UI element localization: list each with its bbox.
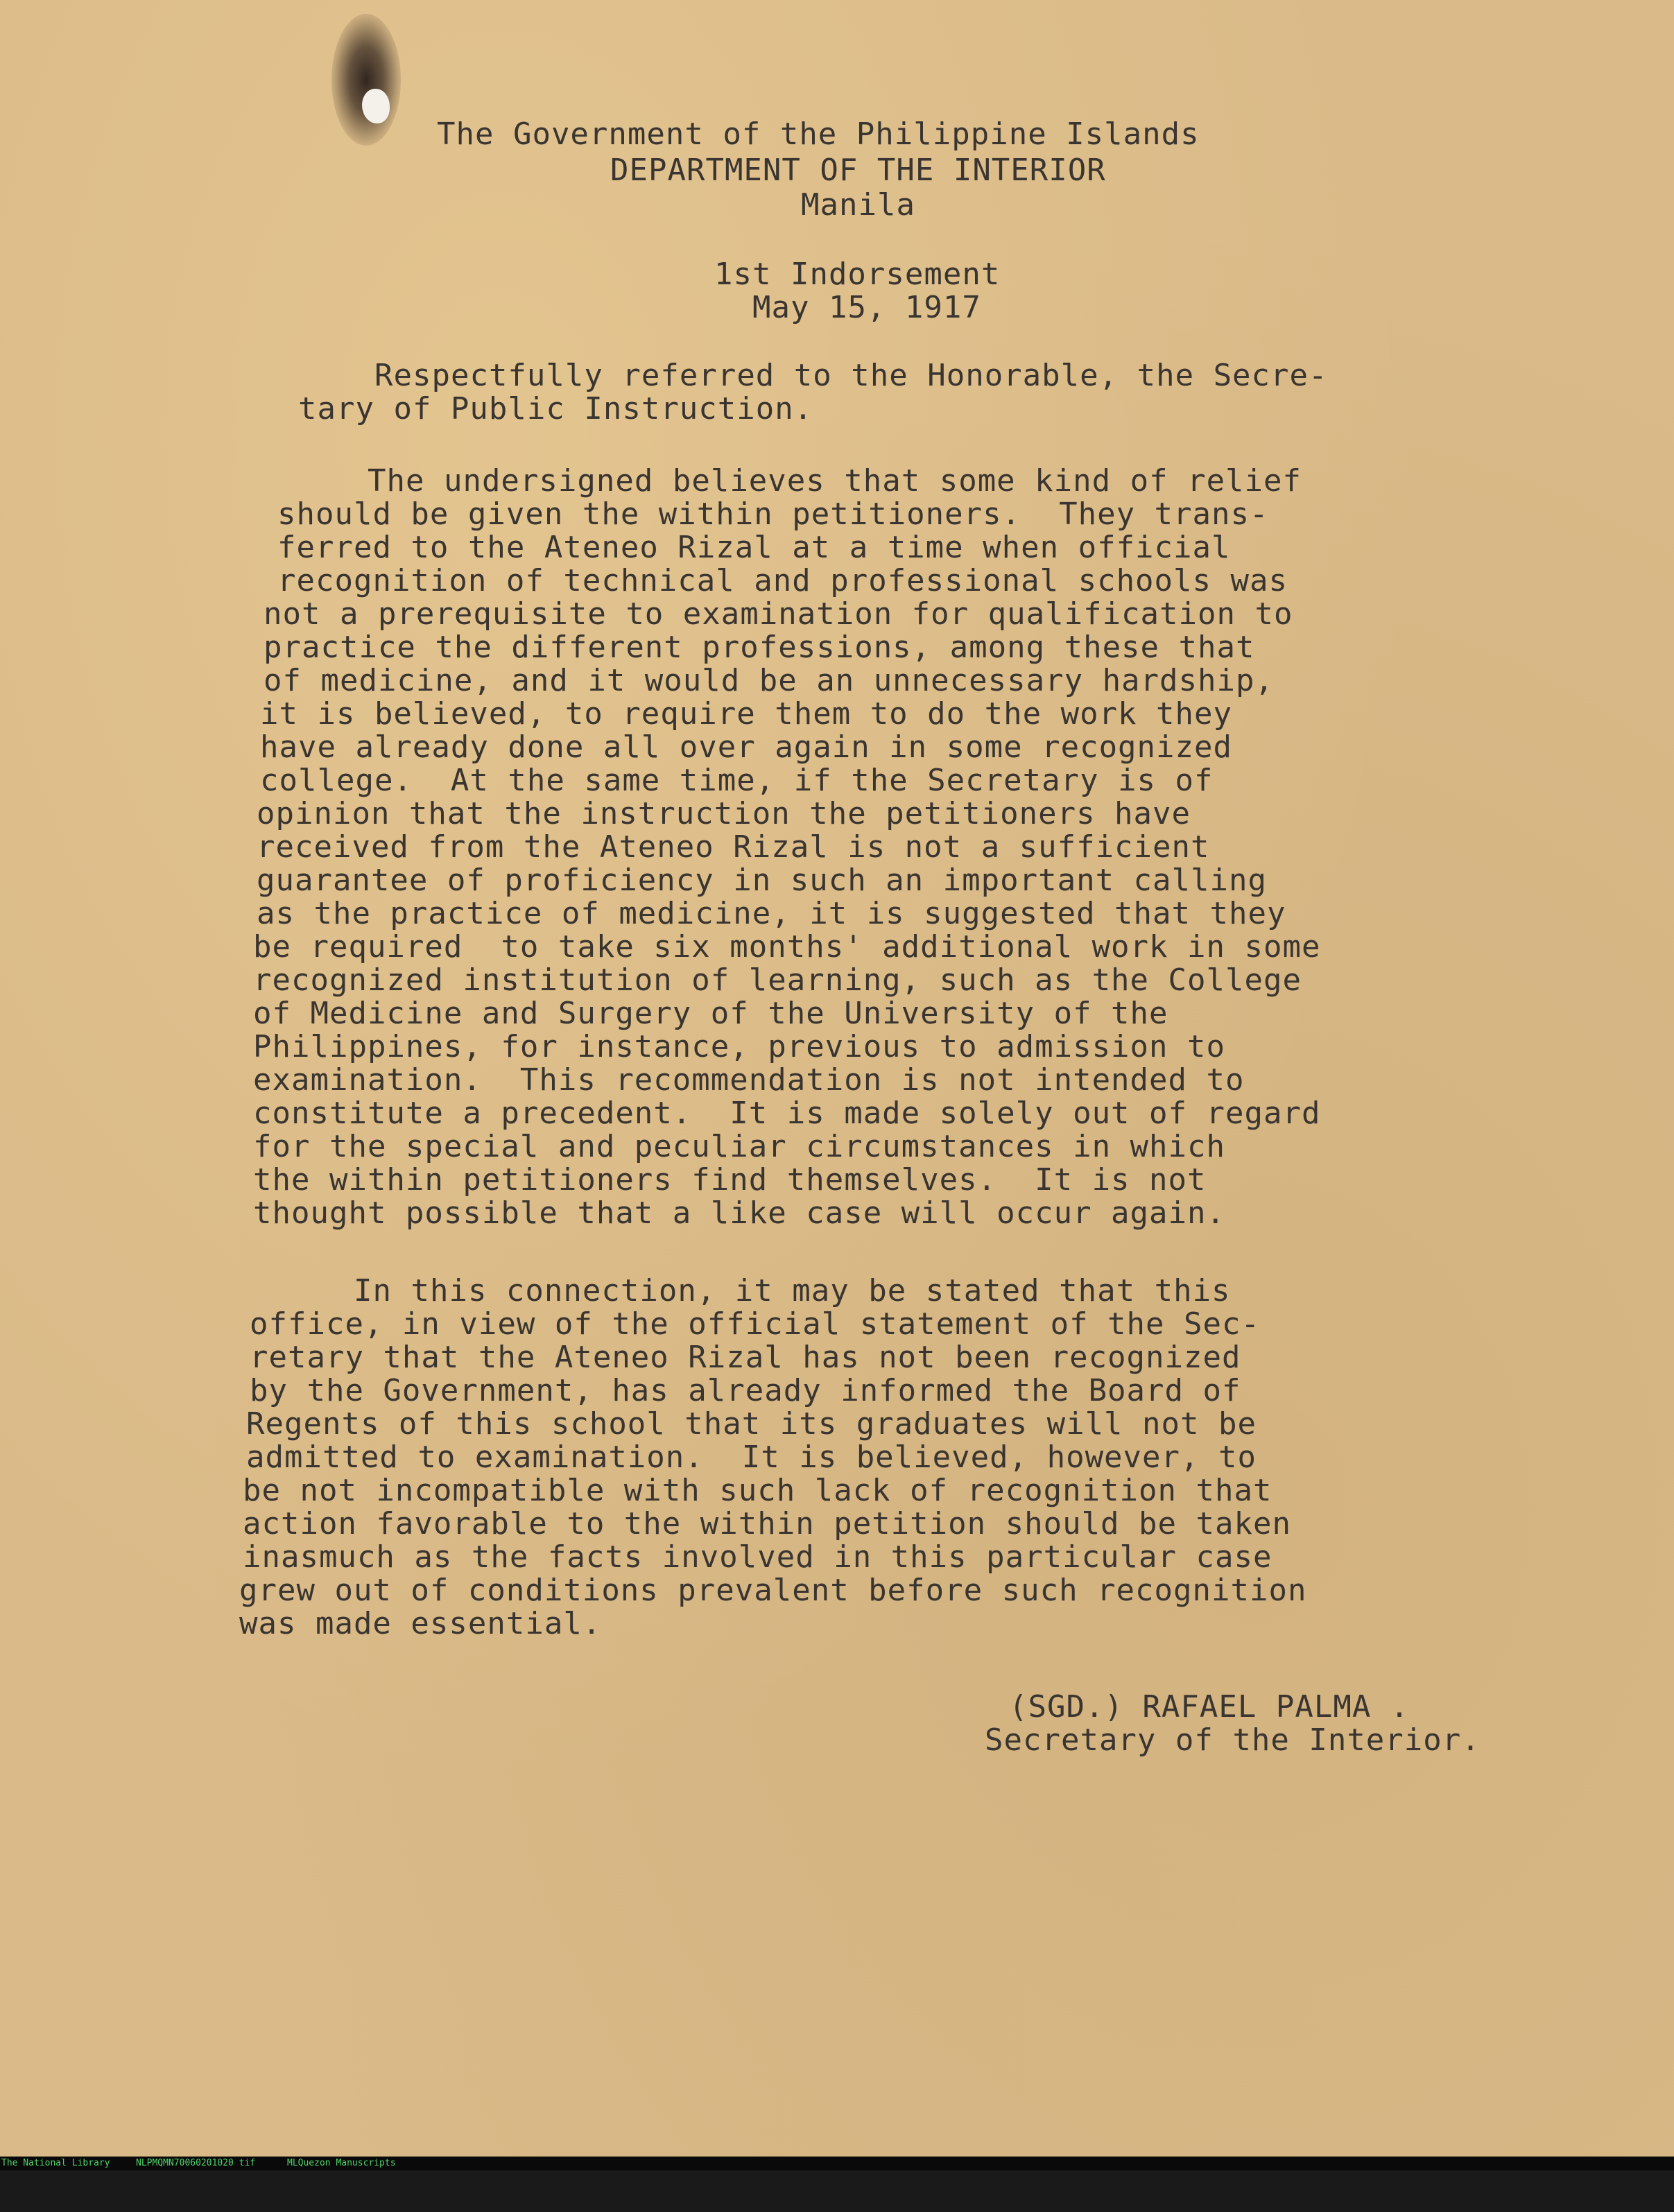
text-line: constitute a precedent. It is made solely out of regard — [253, 1096, 1321, 1131]
text-line: by the Government, has already informed the Board of — [250, 1373, 1241, 1408]
text-line: be required to take six months' additional work in some — [253, 929, 1321, 965]
footer-library: The National Library — [1, 2158, 110, 2168]
text-line: The undersigned believes that some kind of relief — [368, 463, 1302, 499]
burn-mark — [331, 14, 401, 146]
text-line: admitted to examination. It is believed, however, to — [246, 1440, 1257, 1475]
text-line: opinion that the instruction the petitioners have — [257, 796, 1191, 831]
text-line: have already done all over again in some recognized — [260, 729, 1233, 765]
text-line: In this connection, it may be stated that this — [354, 1273, 1231, 1308]
text-line: inasmuch as the facts involved in this particular case — [243, 1539, 1272, 1575]
text-line: Regents of this school that its graduates will not be — [246, 1406, 1257, 1442]
text-line: it is believed, to require them to do the work they — [260, 696, 1233, 732]
header-city: Manila — [801, 187, 915, 223]
text-line: Philippines, for instance, previous to admission to — [253, 1029, 1226, 1064]
text-line: college. At the same time, if the Secretary is of — [260, 763, 1214, 798]
text-line: was made essential. — [239, 1606, 602, 1641]
punch-hole — [362, 89, 390, 123]
signer-title: Secretary of the Interior. — [985, 1722, 1481, 1758]
text-line: office, in view of the official statement of the Sec- — [250, 1306, 1260, 1342]
footer-collection: MLQuezon Manuscripts — [287, 2158, 396, 2168]
text-line: grew out of conditions prevalent before such recognition — [239, 1573, 1307, 1608]
text-line: recognized institution of learning, such as the College — [253, 962, 1302, 998]
text-line: examination. This recommendation is not intended to — [253, 1062, 1245, 1098]
text-line: received from the Ateneo Rizal is not a sufficient — [257, 829, 1210, 865]
text-line: the within petitioners find themselves. It is not — [253, 1162, 1207, 1198]
indorsement-date: May 15, 1917 — [752, 290, 981, 325]
text-line: of medicine, and it would be an unnecessary hardship, — [264, 663, 1274, 698]
scan-footer — [0, 2157, 1674, 2170]
text-line: as the practice of medicine, it is suggested that they — [257, 896, 1286, 931]
text-line: retary that the Ateneo Rizal has not been recognized — [250, 1340, 1241, 1375]
text-line: Respectfully referred to the Honorable, the Secre- — [374, 358, 1328, 393]
text-line: practice the different professions, among these that — [264, 630, 1255, 665]
signer-name: (SGD.) RAFAEL PALMA . — [1009, 1689, 1410, 1725]
text-line: be not incompatible with such lack of recognition that — [243, 1473, 1272, 1508]
text-line: recognition of technical and professional schools was — [277, 563, 1288, 598]
text-line: not a prerequisite to examination for qualification to — [264, 596, 1293, 632]
text-line: ferred to the Ateneo Rizal at a time when official — [277, 530, 1231, 565]
header-department: DEPARTMENT OF THE INTERIOR — [610, 153, 1106, 188]
text-line: of Medicine and Surgery of the University of the — [253, 996, 1168, 1031]
header-government: The Government of the Philippine Islands — [437, 116, 1200, 152]
text-line: action favorable to the within petition should be taken — [243, 1506, 1291, 1541]
text-line: tary of Public Instruction. — [298, 391, 813, 426]
indorsement-title: 1st Indorsement — [714, 257, 1001, 292]
text-line: thought possible that a like case will occur again. — [253, 1195, 1226, 1231]
text-line: should be given the within petitioners. They trans- — [277, 496, 1269, 532]
footer-filename: NLPMQMN70060201020 tif — [136, 2158, 256, 2168]
text-line: for the special and peculiar circumstances in which — [253, 1129, 1226, 1164]
text-line: guarantee of proficiency in such an important calling — [257, 863, 1267, 898]
